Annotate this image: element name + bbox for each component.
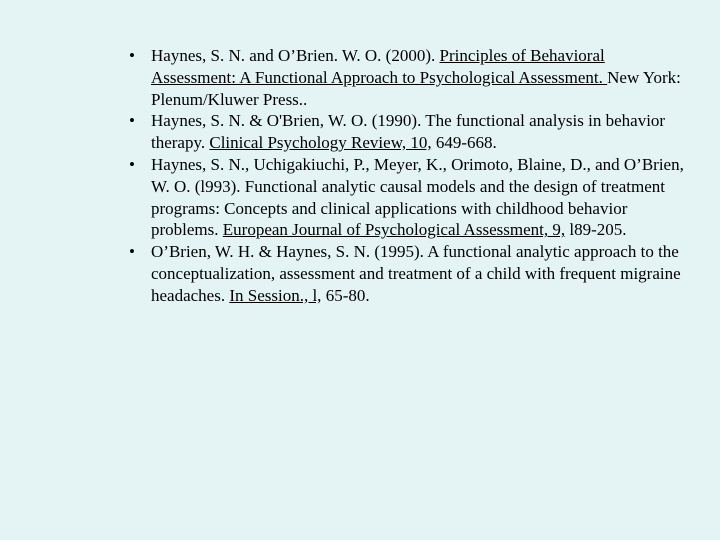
reference-text <box>151 111 665 152</box>
ref-journal: In Session., l, <box>229 285 322 305</box>
reference-item <box>129 241 689 306</box>
reference-item <box>129 154 689 241</box>
reference-list <box>129 45 689 307</box>
bullet-icon: • <box>129 154 135 174</box>
ref-pages: 649-668. <box>431 133 497 153</box>
reference-text <box>151 46 681 109</box>
ref-publisher: New York: Plenum/Kluwer Press.. <box>151 67 681 109</box>
ref-authors-title-segment: Haynes, S. N. and O’Brien. W. O. (2000). <box>151 46 440 65</box>
ref-authors-title-segment: Haynes, S. N. & O'Brien, W. O. (1990). The functional analysis in behavior therapy. <box>151 111 666 153</box>
ref-journal: European Journal of Psychological Assessment, 9, <box>222 220 566 240</box>
ref-authors-title-segment: Haynes, S. N., Uchigakiuchi, P., Meyer, K., Orimoto, Blaine, D., and O’Brien, W. O. (l993). Functional analytic causal models and the design of treatment programs: Concepts and clinical applications with childhood behavior problems. <box>151 154 684 240</box>
bullet-icon: • <box>129 242 135 262</box>
ref-book-title: Principles of Behavioral Assessment: A Functional Approach to Psychological Assessment. <box>151 46 608 87</box>
ref-journal: Clinical Psychology Review, 10, <box>209 133 432 153</box>
ref-authors-title-segment: O’Brien, W. H. & Haynes, S. N. (1995). A functional analytic approach to the conceptualization, assessment and treatment of a child with frequent migraine headaches. <box>151 242 681 305</box>
ref-pages: l89-205. <box>565 220 627 240</box>
reference-text <box>151 155 684 239</box>
ref-pages: 65-80. <box>321 285 370 305</box>
reference-item <box>129 110 689 154</box>
reference-text <box>151 242 681 305</box>
reference-item <box>129 45 689 110</box>
bullet-icon: • <box>129 111 135 131</box>
bullet-icon: • <box>129 46 135 65</box>
